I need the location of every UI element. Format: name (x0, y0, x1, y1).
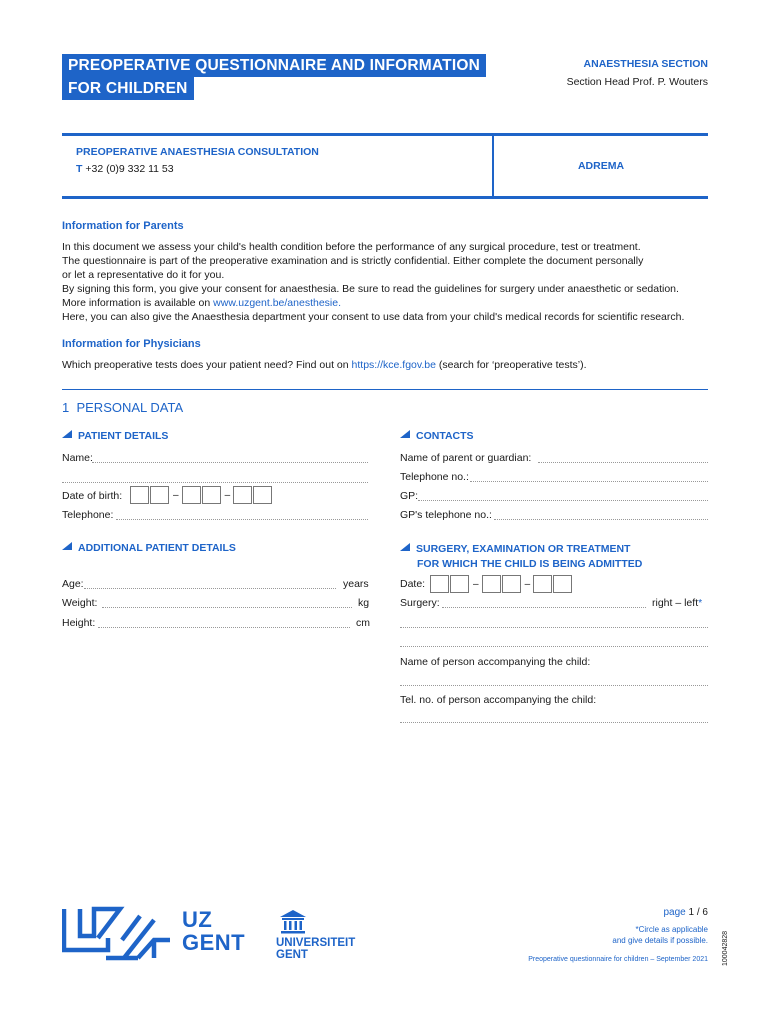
additional-details-heading (62, 542, 236, 554)
digit-box[interactable] (450, 575, 469, 593)
right-left-label: right – left (652, 597, 699, 609)
contacts-heading (400, 430, 474, 442)
accompany-tel-field[interactable] (400, 722, 708, 723)
consultation-box (62, 133, 708, 199)
parents-heading: Information for Parents (62, 220, 184, 232)
footer-note-1: *Circle as applicable (635, 925, 708, 934)
uz-gent-wordmark (182, 908, 245, 954)
digit-box[interactable] (150, 486, 169, 504)
asterisk: * (698, 597, 703, 609)
surgery-heading (400, 542, 642, 572)
triangle-icon (62, 542, 72, 550)
surgery-field-3[interactable] (400, 646, 708, 647)
consultation-phone (76, 163, 174, 175)
gp-tel-field[interactable] (494, 519, 708, 520)
height-field[interactable] (98, 627, 350, 628)
uz-gent-logo-icon (62, 906, 172, 966)
age-field[interactable] (84, 588, 336, 589)
accompany-label: Name of person accompanying the child: (400, 656, 591, 668)
phone-prefix: T (76, 163, 83, 175)
name-field-2[interactable] (62, 482, 368, 483)
name-label: Name: (62, 452, 93, 464)
age-unit: years (343, 578, 369, 590)
telephone-field[interactable] (116, 519, 368, 520)
gp-tel-label: GP's telephone no.: (400, 509, 492, 521)
triangle-icon (400, 543, 410, 551)
document-footer: Preoperative questionnaire for children – September 2021 (528, 956, 708, 963)
section-number: 1 (62, 400, 70, 415)
weight-field[interactable] (102, 607, 352, 608)
parents-line: or let a representative do it for you. (62, 269, 225, 281)
section-name: ANAESTHESIA SECTION (583, 58, 708, 70)
page-label: page (663, 907, 686, 918)
surgery-field[interactable] (442, 607, 646, 608)
dob-field[interactable] (130, 486, 273, 504)
title-line-2: FOR CHILDREN (62, 77, 194, 100)
height-unit: cm (356, 617, 370, 629)
digit-box[interactable] (430, 575, 449, 593)
parent-field[interactable] (538, 462, 708, 463)
contacts-label: CONTACTS (416, 430, 474, 442)
triangle-icon (62, 430, 72, 438)
physicians-heading: Information for Physicians (62, 338, 201, 350)
section-divider (62, 389, 708, 390)
digit-box[interactable] (502, 575, 521, 593)
ugent-gent-text: GENT (276, 949, 308, 961)
right-left-option[interactable] (652, 597, 702, 609)
parent-label: Name of parent or guardian: (400, 452, 532, 464)
physicians-text (62, 358, 587, 372)
parents-line: Here, you can also give the Anaesthesia department your consent to use data from your child's medical records for scientific research. (62, 311, 685, 323)
weight-label: Weight: (62, 597, 98, 609)
digit-box[interactable] (233, 486, 252, 504)
page-number: 1 / 6 (688, 907, 708, 918)
age-label: Age: (62, 578, 84, 590)
weight-unit: kg (358, 597, 370, 609)
parents-line: The questionnaire is part of the preoperative examination and is strictly confidential. Either complete the document personally (62, 255, 644, 267)
section-title: PERSONAL DATA (76, 400, 184, 415)
digit-box[interactable] (253, 486, 272, 504)
consultation-info (62, 136, 494, 196)
surgery-date-field[interactable] (430, 575, 573, 593)
name-field[interactable] (92, 462, 368, 463)
gent-text: GENT (182, 930, 246, 955)
gp-label: GP: (400, 490, 419, 502)
date-label: Date: (400, 578, 426, 590)
footer-note-2: and give details if possible. (612, 936, 708, 945)
digit-box[interactable] (482, 575, 501, 593)
parents-text (62, 240, 722, 324)
digit-box[interactable] (182, 486, 201, 504)
tel-no-label: Telephone no.: (400, 471, 469, 483)
footer-note (612, 924, 708, 946)
anaesthesia-link[interactable]: www.uzgent.be/anesthesie. (213, 297, 342, 309)
physicians-prefix: Which preoperative tests does your patient need? Find out on (62, 359, 352, 371)
digit-box[interactable] (130, 486, 149, 504)
document-title (62, 54, 486, 100)
surgery-field-2[interactable] (400, 627, 708, 628)
title-line-1: PREOPERATIVE QUESTIONNAIRE AND INFORMATION (62, 54, 486, 77)
more-prefix: More information is available on (62, 297, 214, 309)
digit-box[interactable] (553, 575, 572, 593)
height-label: Height: (62, 617, 96, 629)
university-building-icon (278, 908, 308, 934)
ugent-logo (276, 908, 355, 961)
date-separator: – (524, 578, 531, 590)
date-separator: – (473, 578, 479, 590)
telephone-label: Telephone: (62, 509, 114, 521)
physicians-suffix: (search for ‘preoperative tests’). (435, 359, 587, 371)
accompany-field[interactable] (400, 685, 708, 686)
page-indicator (664, 907, 709, 918)
surgery-label: Surgery: (400, 597, 440, 609)
section-head: Section Head Prof. P. Wouters (566, 76, 708, 88)
parents-line: In this document we assess your child's health condition before the performance of any surgical procedure, test or treatment. (62, 241, 641, 253)
adrema-label: ADREMA (577, 160, 625, 172)
patient-details-heading (62, 430, 168, 442)
parents-more (62, 296, 722, 310)
section-personal-data (62, 400, 183, 415)
parents-line: By signing this form, you give your consent for anaesthesia. Be sure to read the guidelines for surgery under anaesthetic or sedation. (62, 283, 679, 295)
document-code: 100042828 (722, 930, 729, 966)
universiteit-text: UNIVERSITEIT (276, 937, 356, 949)
tel-no-field[interactable] (470, 481, 708, 482)
additional-details-label: ADDITIONAL PATIENT DETAILS (78, 542, 236, 554)
digit-box[interactable] (533, 575, 552, 593)
dob-label: Date of birth: (62, 490, 123, 502)
phone-number: +32 (0)9 332 11 53 (85, 163, 174, 175)
consultation-title: PREOPERATIVE ANAESTHESIA CONSULTATION (76, 146, 319, 158)
kce-link[interactable]: https://kce.fgov.be (351, 359, 436, 371)
date-separator: – (224, 489, 231, 501)
section-header (567, 58, 708, 88)
patient-details-label: PATIENT DETAILS (78, 430, 169, 442)
surgery-heading-1: SURGERY, EXAMINATION OR TREATMENT (416, 543, 631, 555)
digit-box[interactable] (202, 486, 221, 504)
date-separator: – (173, 489, 179, 501)
triangle-icon (400, 430, 410, 438)
surgery-heading-2: FOR WHICH THE CHILD IS BEING ADMITTED (417, 558, 643, 570)
uz-text: UZ (182, 907, 213, 932)
gp-field[interactable] (418, 500, 708, 501)
accompany-tel-label: Tel. no. of person accompanying the child: (400, 694, 597, 706)
